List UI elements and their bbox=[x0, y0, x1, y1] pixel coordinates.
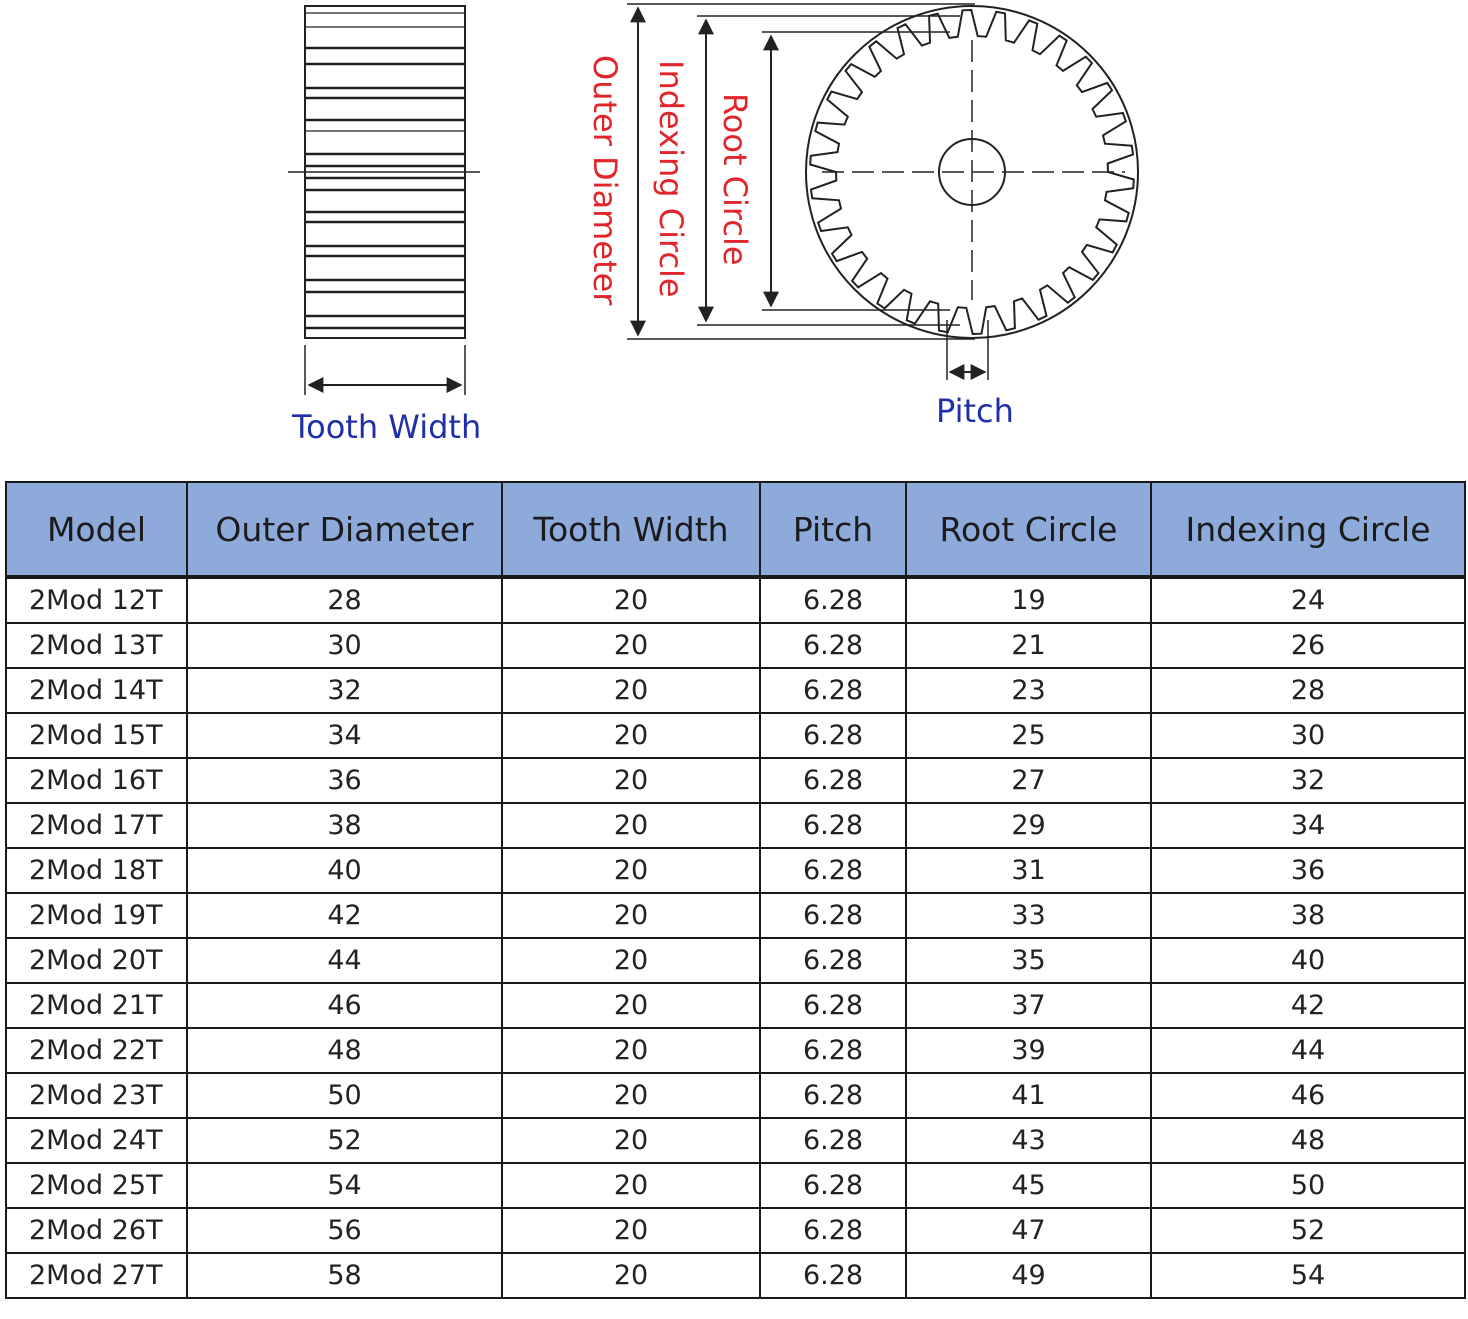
cell-root-circle: 19 bbox=[906, 577, 1151, 623]
cell-pitch: 6.28 bbox=[760, 938, 906, 983]
table-row bbox=[6, 1028, 1465, 1073]
cell-root-circle: 31 bbox=[906, 848, 1151, 893]
cell-pitch: 6.28 bbox=[760, 1253, 906, 1298]
cell-indexing-circle: 38 bbox=[1151, 893, 1465, 938]
cell-model: 2Mod 22T bbox=[6, 1028, 187, 1073]
cell-root-circle: 41 bbox=[906, 1073, 1151, 1118]
header-root-circle: Root Circle bbox=[906, 482, 1151, 577]
cell-tooth-width: 20 bbox=[502, 893, 760, 938]
cell-indexing-circle: 32 bbox=[1151, 758, 1465, 803]
cell-tooth-width: 20 bbox=[502, 938, 760, 983]
cell-tooth-width: 20 bbox=[502, 1118, 760, 1163]
table-row bbox=[6, 848, 1465, 893]
gear-dimension-diagram bbox=[0, 0, 1468, 470]
cell-pitch: 6.28 bbox=[760, 758, 906, 803]
cell-outer-diameter: 58 bbox=[187, 1253, 502, 1298]
cell-pitch: 6.28 bbox=[760, 668, 906, 713]
cell-outer-diameter: 42 bbox=[187, 893, 502, 938]
cell-model: 2Mod 16T bbox=[6, 758, 187, 803]
cell-outer-diameter: 56 bbox=[187, 1208, 502, 1253]
table-row bbox=[6, 758, 1465, 803]
cell-model: 2Mod 14T bbox=[6, 668, 187, 713]
cell-pitch: 6.28 bbox=[760, 1118, 906, 1163]
header-pitch: Pitch bbox=[760, 482, 906, 577]
cell-root-circle: 27 bbox=[906, 758, 1151, 803]
cell-indexing-circle: 30 bbox=[1151, 713, 1465, 758]
cell-indexing-circle: 52 bbox=[1151, 1208, 1465, 1253]
cell-root-circle: 47 bbox=[906, 1208, 1151, 1253]
cell-indexing-circle: 36 bbox=[1151, 848, 1465, 893]
table-row bbox=[6, 577, 1465, 623]
cell-model: 2Mod 12T bbox=[6, 577, 187, 623]
table-row bbox=[6, 1163, 1465, 1208]
cell-pitch: 6.28 bbox=[760, 1028, 906, 1073]
cell-tooth-width: 20 bbox=[502, 623, 760, 668]
cell-tooth-width: 20 bbox=[502, 983, 760, 1028]
cell-pitch: 6.28 bbox=[760, 623, 906, 668]
cell-outer-diameter: 34 bbox=[187, 713, 502, 758]
cell-model: 2Mod 13T bbox=[6, 623, 187, 668]
cell-outer-diameter: 28 bbox=[187, 577, 502, 623]
header-model: Model bbox=[6, 482, 187, 577]
cell-indexing-circle: 48 bbox=[1151, 1118, 1465, 1163]
cell-tooth-width: 20 bbox=[502, 577, 760, 623]
table-row bbox=[6, 668, 1465, 713]
table-header-row bbox=[6, 482, 1465, 577]
cell-model: 2Mod 19T bbox=[6, 893, 187, 938]
cell-tooth-width: 20 bbox=[502, 713, 760, 758]
cell-outer-diameter: 46 bbox=[187, 983, 502, 1028]
header-indexing-circle: Indexing Circle bbox=[1151, 482, 1465, 577]
cell-tooth-width: 20 bbox=[502, 758, 760, 803]
cell-model: 2Mod 26T bbox=[6, 1208, 187, 1253]
cell-outer-diameter: 44 bbox=[187, 938, 502, 983]
cell-indexing-circle: 46 bbox=[1151, 1073, 1465, 1118]
table-row bbox=[6, 893, 1465, 938]
table-row bbox=[6, 803, 1465, 848]
cell-tooth-width: 20 bbox=[502, 668, 760, 713]
gear-side-tooth-lines bbox=[305, 13, 465, 328]
table-row bbox=[6, 938, 1465, 983]
table-row bbox=[6, 983, 1465, 1028]
cell-root-circle: 35 bbox=[906, 938, 1151, 983]
cell-tooth-width: 20 bbox=[502, 1253, 760, 1298]
cell-indexing-circle: 50 bbox=[1151, 1163, 1465, 1208]
table-row bbox=[6, 1118, 1465, 1163]
cell-root-circle: 39 bbox=[906, 1028, 1151, 1073]
tooth-width-label: Tooth Width bbox=[292, 408, 482, 446]
cell-tooth-width: 20 bbox=[502, 848, 760, 893]
cell-indexing-circle: 40 bbox=[1151, 938, 1465, 983]
cell-outer-diameter: 32 bbox=[187, 668, 502, 713]
table-row bbox=[6, 623, 1465, 668]
cell-model: 2Mod 27T bbox=[6, 1253, 187, 1298]
cell-tooth-width: 20 bbox=[502, 1028, 760, 1073]
cell-indexing-circle: 42 bbox=[1151, 983, 1465, 1028]
cell-pitch: 6.28 bbox=[760, 713, 906, 758]
table-row bbox=[6, 1253, 1465, 1298]
cell-root-circle: 21 bbox=[906, 623, 1151, 668]
table-row bbox=[6, 713, 1465, 758]
cell-indexing-circle: 54 bbox=[1151, 1253, 1465, 1298]
cell-model: 2Mod 15T bbox=[6, 713, 187, 758]
cell-model: 2Mod 18T bbox=[6, 848, 187, 893]
outer-diameter-label: Outer Diameter bbox=[586, 55, 624, 306]
table-row bbox=[6, 1208, 1465, 1253]
cell-pitch: 6.28 bbox=[760, 577, 906, 623]
cell-outer-diameter: 40 bbox=[187, 848, 502, 893]
cell-indexing-circle: 26 bbox=[1151, 623, 1465, 668]
header-outer-diameter: Outer Diameter bbox=[187, 482, 502, 577]
cell-root-circle: 37 bbox=[906, 983, 1151, 1028]
gear-front-view bbox=[806, 6, 1138, 380]
cell-outer-diameter: 38 bbox=[187, 803, 502, 848]
cell-outer-diameter: 52 bbox=[187, 1118, 502, 1163]
cell-outer-diameter: 30 bbox=[187, 623, 502, 668]
cell-indexing-circle: 28 bbox=[1151, 668, 1465, 713]
table-body bbox=[6, 577, 1465, 1298]
cell-model: 2Mod 24T bbox=[6, 1118, 187, 1163]
cell-pitch: 6.28 bbox=[760, 1163, 906, 1208]
cell-model: 2Mod 23T bbox=[6, 1073, 187, 1118]
cell-pitch: 6.28 bbox=[760, 983, 906, 1028]
cell-pitch: 6.28 bbox=[760, 1208, 906, 1253]
cell-indexing-circle: 24 bbox=[1151, 577, 1465, 623]
cell-tooth-width: 20 bbox=[502, 1163, 760, 1208]
cell-indexing-circle: 44 bbox=[1151, 1028, 1465, 1073]
cell-outer-diameter: 50 bbox=[187, 1073, 502, 1118]
cell-root-circle: 23 bbox=[906, 668, 1151, 713]
cell-tooth-width: 20 bbox=[502, 1208, 760, 1253]
cell-tooth-width: 20 bbox=[502, 1073, 760, 1118]
cell-root-circle: 43 bbox=[906, 1118, 1151, 1163]
cell-root-circle: 33 bbox=[906, 893, 1151, 938]
gear-side-view bbox=[288, 6, 480, 395]
cell-outer-diameter: 36 bbox=[187, 758, 502, 803]
root-circle-label: Root Circle bbox=[716, 93, 754, 266]
cell-outer-diameter: 48 bbox=[187, 1028, 502, 1073]
gear-spec-table bbox=[5, 481, 1466, 1299]
cell-root-circle: 45 bbox=[906, 1163, 1151, 1208]
cell-model: 2Mod 21T bbox=[6, 983, 187, 1028]
cell-indexing-circle: 34 bbox=[1151, 803, 1465, 848]
cell-pitch: 6.28 bbox=[760, 1073, 906, 1118]
cell-root-circle: 25 bbox=[906, 713, 1151, 758]
cell-pitch: 6.28 bbox=[760, 893, 906, 938]
header-tooth-width: Tooth Width bbox=[502, 482, 760, 577]
cell-outer-diameter: 54 bbox=[187, 1163, 502, 1208]
cell-pitch: 6.28 bbox=[760, 848, 906, 893]
indexing-circle-label: Indexing Circle bbox=[652, 60, 690, 298]
cell-root-circle: 29 bbox=[906, 803, 1151, 848]
table-row bbox=[6, 1073, 1465, 1118]
cell-pitch: 6.28 bbox=[760, 803, 906, 848]
cell-model: 2Mod 25T bbox=[6, 1163, 187, 1208]
cell-root-circle: 49 bbox=[906, 1253, 1151, 1298]
pitch-label: Pitch bbox=[936, 392, 1014, 430]
cell-tooth-width: 20 bbox=[502, 803, 760, 848]
cell-model: 2Mod 20T bbox=[6, 938, 187, 983]
cell-model: 2Mod 17T bbox=[6, 803, 187, 848]
